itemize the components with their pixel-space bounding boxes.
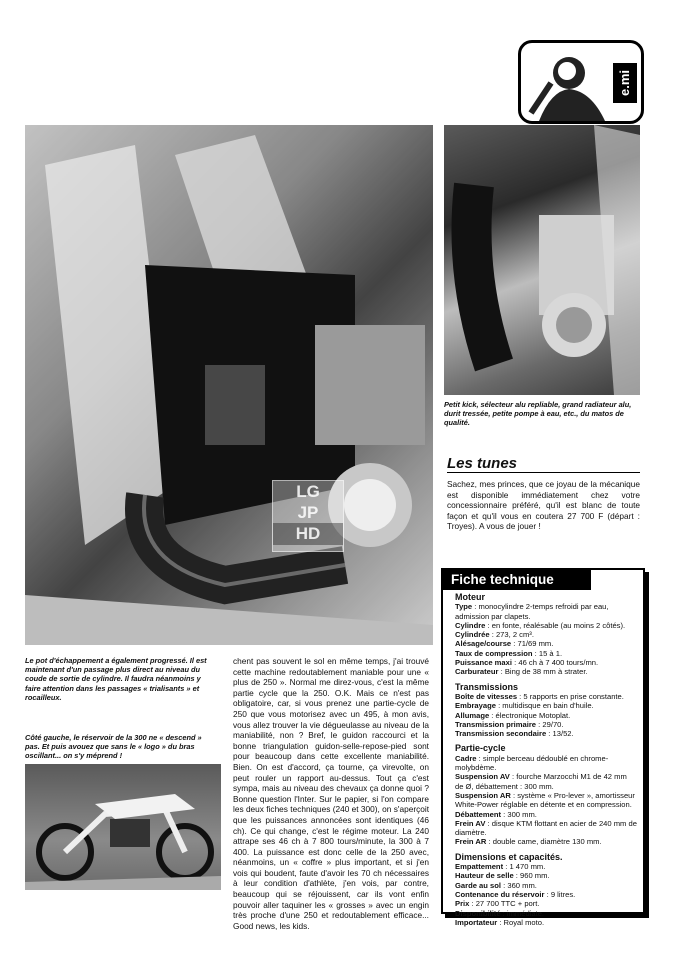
fiche-row-separator: : [510, 790, 518, 800]
fiche-row-value: 71/69 mm. [517, 639, 554, 649]
fiche-row [455, 621, 637, 630]
fiche-row-value: 15 à 1. [538, 648, 563, 658]
fiche-technique-box [441, 568, 645, 927]
fiche-row [455, 720, 637, 729]
fiche-row [455, 602, 637, 621]
fiche-row-key: Taux de compression [455, 648, 533, 658]
fiche-row-separator: : [509, 772, 517, 782]
fiche-row [455, 630, 637, 639]
fiche-row-separator: : [511, 639, 518, 649]
fiche-row-separator: : [517, 691, 524, 701]
fiche-row-separator: : [544, 889, 551, 899]
fiche-row-value: 13/52. [552, 729, 574, 739]
fiche-row [455, 871, 637, 880]
fiche-row-separator: : [476, 753, 483, 763]
fiche-row-key: Frein AR [455, 837, 487, 847]
fiche-row-key: Frein AV [455, 818, 486, 828]
fiche-row-separator: : [498, 667, 505, 677]
fiche-row-key: Allumage [455, 710, 490, 720]
fiche-row-separator: : [486, 837, 493, 847]
watermark-line-1: LG [296, 482, 320, 501]
fiche-row [455, 890, 637, 899]
fiche-row-separator: : [495, 701, 503, 711]
fiche-row-key: Hauteur de selle [455, 871, 514, 881]
fiche-row [455, 701, 637, 710]
fiche-row-key: Transmission secondaire [455, 729, 547, 739]
fiche-row-value: 9 litres. [550, 889, 576, 899]
fiche-row-value: fourche Marzocchi M1 de 42 mm de Ø, débattement : 300 mm. [455, 772, 627, 791]
fiche-row [455, 772, 637, 791]
fiche-section-title: Partie-cycle [455, 743, 506, 754]
fiche-row-separator: : [546, 729, 553, 739]
fiche-row-separator: : [503, 862, 510, 872]
fiche-row-value: 46 ch à 7 400 tours/mn. [518, 658, 599, 668]
fiche-row-value: Royal moto. [503, 917, 545, 927]
fiche-row-key: Carburateur [455, 667, 499, 677]
fiche-row-separator: : [472, 602, 479, 612]
fiche-row-key: Empattement [455, 862, 504, 872]
fiche-row-key: Type [455, 602, 473, 612]
fiche-row-separator: : [501, 880, 508, 890]
fiche-row-value: système « Pro-lever », amortisseur White-Power réglable en détente et en compression. [455, 790, 635, 810]
fiche-row [455, 810, 637, 819]
fiche-row-separator: : [485, 818, 492, 828]
fiche-row [455, 729, 637, 738]
fiche-row [455, 899, 637, 908]
fiche-row-key: Boîte de vitesses [455, 691, 518, 701]
tunes-text: Sachez, mes princes, que ce joyau de la mécanique est disponible immédiatement chez votre concessionnaire préféré, qu'il est blanc de toute façon et qu'il vous en coutera 27 700 F (départ : Troyes). A vous de jouer ! [447, 479, 640, 532]
fiche-row [455, 754, 637, 773]
caption-left-side: Côté gauche, le réservoir de la 300 ne « descend » pas. Et puis avouez que sans le « logo » du bras oscillant... on s'y méprend ! [25, 733, 202, 761]
fiche-row-key: Suspension AV [455, 772, 510, 782]
fiche-row-separator: : [500, 908, 507, 918]
fiche-row [455, 692, 637, 701]
fiche-row-value: simple berceau dédoublé en chrome-molybdème. [455, 753, 609, 773]
fiche-row-separator: : [532, 648, 539, 658]
fiche-row [455, 909, 637, 918]
fiche-row-key: Cylindre [455, 620, 486, 630]
watermark [272, 480, 344, 552]
magazine-logo [518, 40, 644, 124]
fiche-row [455, 881, 637, 890]
fiche-section-title: Dimensions et capacités. [455, 851, 563, 862]
fiche-row-key: Embrayage [455, 701, 496, 711]
fiche-content [443, 590, 643, 927]
fiche-row-key: Contenance du réservoir [455, 889, 545, 899]
fiche-row [455, 862, 637, 871]
main-photo-exhaust [25, 125, 433, 645]
fiche-row-value: monocylindre 2-temps refroidi par eau, admission par clapets. [455, 602, 609, 621]
fiche-row-key: Alésage/course [455, 639, 512, 649]
caption-engine-photo: Petit kick, sélecteur alu repliable, grand radiateur alu, durit tressée, petite pompe à eau, etc., du matos de qualité. [444, 400, 632, 428]
fiche-row-value: 5 rapports en prise constante. [523, 691, 624, 701]
fiche-row-value: Bing de 38 mm à strater. [504, 667, 588, 677]
fiche-row-key: Garde au sol [455, 880, 502, 890]
fiche-row-key: Importateur [455, 917, 498, 927]
fiche-row [455, 658, 637, 667]
fiche-row-separator: : [489, 710, 496, 720]
fiche-row-value: électronique Motoplat. [495, 710, 571, 720]
fiche-row-value: disque KTM flottant en acier de 240 mm de diamètre. [455, 818, 637, 838]
fiche-row-value: 300 mm. [507, 809, 537, 819]
fiche-row-key: Cadre [455, 753, 477, 763]
tunes-heading: Les tunes [447, 455, 518, 472]
fiche-row-value: en fonte, réalésable (au moins 2 côtés). [491, 620, 626, 630]
fiche-row-key: Disponibilité [455, 908, 501, 918]
fiche-row-separator: : [501, 809, 508, 819]
article-text: chent pas souvent le sol en même temps, j'ai trouvé cette machine redoutablement maniable pour une « plus de 250 ». Normal me direz-vous, c'est la même partie cycle que la 250. O.K. Mais ce n'est pas obligatoire, car, si vous prenez une partie-cycle de 250 que vous motorisez avec un 495, à mon avis, vous allez trouver la vie dégueulasse au niveau de la maniabilité, non ? Bref, le guidon raccourci et la bonne triangulation guidon-selle-repose-pied sont pour beaucoup dans cette excellente maniabilité. Bien. On est d'accord, ça tourne, ça virevolte, on peut rouler un rapport au-dessus. Tout ça c'est sympa, mais au niveau des chevaux ça donne quoi ? Bonne question l'Inter. Sur le papier, si l'on compare les deux fiches techniques (240 et 300), on s'aperçoit que les puissances annoncées sont identiques (46 ch). Ce qui change, c'est le régime moteur. La 240 attrape ses 46 ch à 7 800 tours/minute, la 300 à 7 400. La puissance est donc celle de la 250 avec, néanmoins, un « coffre » plus important, et si j'en vois qui boudent, faute d'avoir les 70 ch nécessaires à leur condition d'athlète, j'en vois, par contre, beaucoup qui se réjouissent, car ils vont enfin pouvoir aller taquiner les « grosses » avec un engin très proche d'une 250 et redoutablement efficace... Good news, les kids. [233, 656, 429, 931]
fiche-row-value: 273, 2 cm³. [495, 630, 534, 640]
fiche-row-value: 27 700 TTC + port. [475, 899, 540, 909]
fiche-row-value: 1 470 mm. [509, 862, 546, 872]
fiche-row-value: 29/70. [542, 719, 564, 729]
fiche-row-key: Débattement [455, 809, 501, 819]
fiche-row-value: double came, diamètre 130 mm. [492, 837, 602, 847]
fiche-row [455, 819, 637, 838]
fiche-row-separator: : [489, 630, 496, 640]
fiche-row-key: Transmission primaire [455, 719, 537, 729]
watermark-line-2: JP [297, 503, 319, 522]
fiche-section-title: Moteur [455, 592, 485, 602]
fiche-row-key: Cylindrée [455, 630, 490, 640]
logo-text: e.mi [613, 63, 637, 103]
watermark-line-3: HD [273, 523, 343, 545]
fiche-row [455, 711, 637, 720]
tunes-underline [447, 472, 640, 473]
fiche-row-value: multidisque en bain d'huile. [502, 701, 594, 711]
engine-detail-photo [444, 125, 640, 395]
fiche-row [455, 667, 637, 676]
fiche-row-key: Prix [455, 899, 470, 909]
fiche-row-separator: : [513, 871, 521, 881]
fiche-row [455, 837, 637, 846]
fiche-row-separator: : [536, 719, 543, 729]
fiche-row-value: 360 mm. [507, 880, 537, 890]
fiche-row-separator: : [485, 620, 492, 630]
fiche-row [455, 639, 637, 648]
fiche-row-separator: : [512, 658, 519, 668]
fiche-row-separator: : [469, 899, 476, 909]
fiche-row [455, 918, 637, 927]
fiche-row [455, 649, 637, 658]
caption-exhaust: Le pot d'échappement a également progressé. Il est maintenant d'un passage plus direct au niveau du coude de sortie de cylindre. Il faudra néanmoins y faire attention dans les passages « trialisants » et rocailleux. [25, 656, 207, 702]
fiche-row-separator: : [497, 917, 504, 927]
fiche-row-key: Puissance maxi [455, 658, 512, 668]
fiche-row-value: 960 mm. [520, 871, 550, 881]
fiche-title: Fiche technique [443, 570, 591, 590]
fiche-row-key: Suspension AR [455, 790, 511, 800]
fiche-row-value: immédiate. [506, 908, 545, 918]
fiche-row [455, 791, 637, 810]
fiche-section-title: Transmissions [455, 681, 519, 692]
bike-side-photo [25, 764, 221, 890]
